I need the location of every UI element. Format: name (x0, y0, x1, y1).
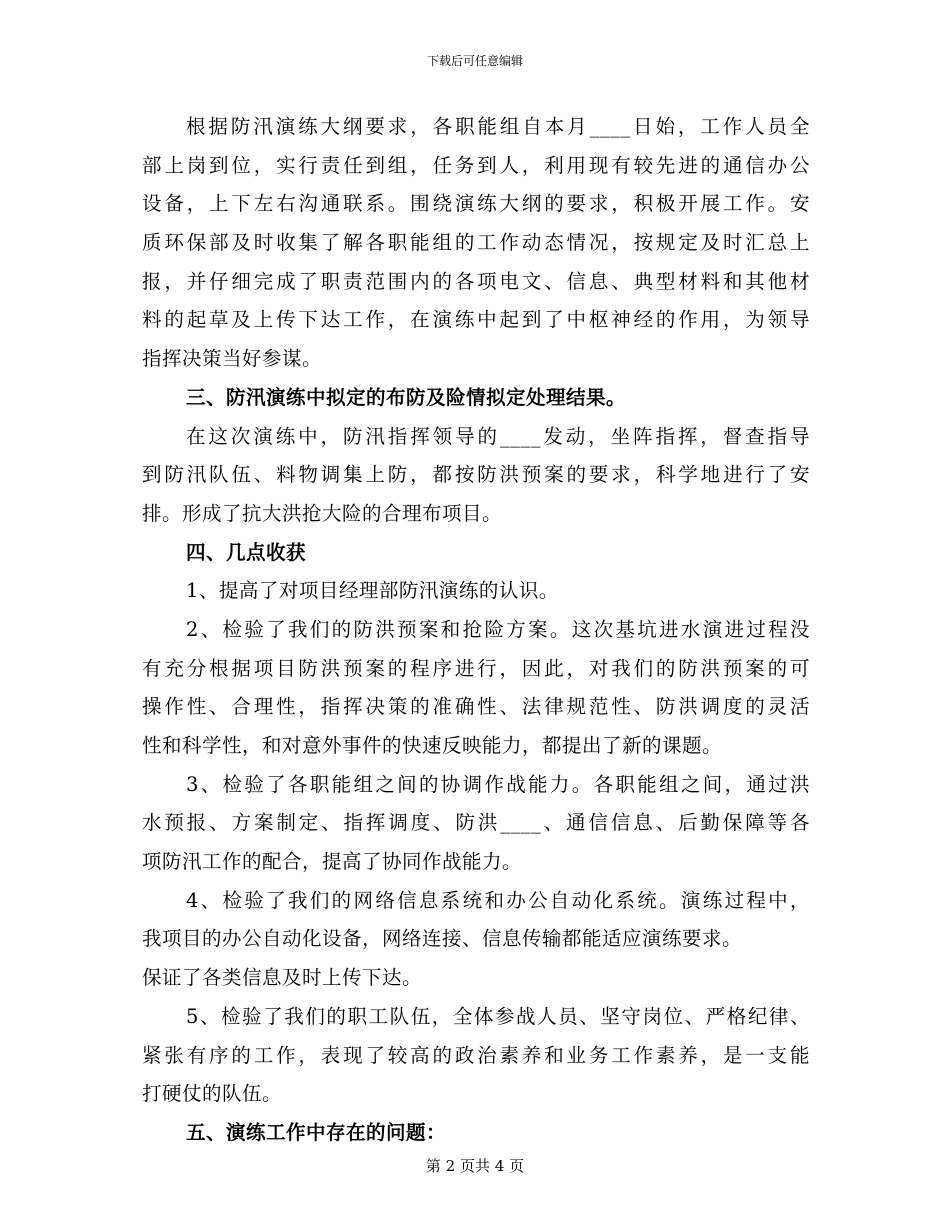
text-line: 操作性、合理性，指挥决策的准确性、法律规范性、防洪调度的灵活 (142, 695, 810, 719)
text-line: 4、检验了我们的网络信息系统和办公自动化系统。演练过程中， (186, 888, 810, 912)
text-line: 1、提高了对项目经理部防汛演练的认识。 (186, 579, 559, 603)
text-line: 性和科学性，和对意外事件的快速反映能力，都提出了新的课题。 (142, 734, 723, 757)
text-line: 料的起草及上传下达工作，在演练中起到了中枢神经的作用，为领导 (142, 308, 810, 332)
text-line: 设备，上下左右沟通联系。围绕演练大纲的要求，积极开展工作。安 (142, 192, 810, 216)
text-line: 打硬仗的队伍。 (142, 1082, 283, 1106)
text-line: 报，并仔细完成了职责范围内的各项电文、信息、典型材料和其他材 (142, 269, 810, 293)
text-line: 在这次演练中，防汛指挥领导的____发动，坐阵指挥，督查指导 (186, 424, 810, 448)
text-line: 5、检验了我们的职工队伍，全体参战人员、坚守岗位、严格纪律、 (186, 1004, 810, 1028)
text-line: 到防汛队伍、料物调集上防，都按防洪预案的要求，科学地进行了安 (142, 463, 810, 487)
text-line: 水预报、方案制定、指挥调度、防洪____、通信信息、后勤保障等各 (142, 811, 810, 835)
text-line: 有充分根据项目防洪预案的程序进行，因此，对我们的防洪预案的可 (142, 656, 810, 680)
text-line: 2、检验了我们的防洪预案和抢险方案。这次基坑进水演进过程没 (186, 617, 810, 641)
text-line: 我项目的办公自动化设备，网络连接、信息传输都能适应演练要求。 (142, 927, 743, 951)
document-body (142, 108, 810, 1153)
page-header: 下载后可任意编辑 (426, 54, 523, 68)
text-line: 3、检验了各职能组之间的协调作战能力。各职能组之间，通过洪 (186, 772, 810, 796)
section-heading: 四、几点收获 (186, 540, 307, 564)
text-line: 项防汛工作的配合，提高了协同作战能力。 (142, 850, 523, 874)
text-line: 质环保部及时收集了解各职能组的工作动态情况，按规定及时汇总上 (142, 231, 810, 255)
text-line: 紧张有序的工作，表现了较高的政治素养和业务工作素养，是一支能 (142, 1043, 810, 1067)
section-heading: 五、演练工作中存在的问题： (186, 1120, 447, 1144)
text-line: 保证了各类信息及时上传下达。 (142, 966, 423, 990)
text-line: 排。形成了抗大洪抢大险的合理布项目。 (142, 501, 503, 525)
text-line: 部上岗到位，实行责任到组，任务到人，利用现有较先进的通信办公 (142, 153, 810, 177)
section-heading: 三、防汛演练中拟定的布防及险情拟定处理结果。 (186, 385, 627, 409)
page-footer: 第 2 页共 4 页 (425, 1157, 525, 1175)
text-line: 指挥决策当好参谋。 (142, 347, 323, 371)
text-line: 根据防汛演练大纲要求，各职能组自本月____日始，工作人员全 (186, 115, 810, 138)
